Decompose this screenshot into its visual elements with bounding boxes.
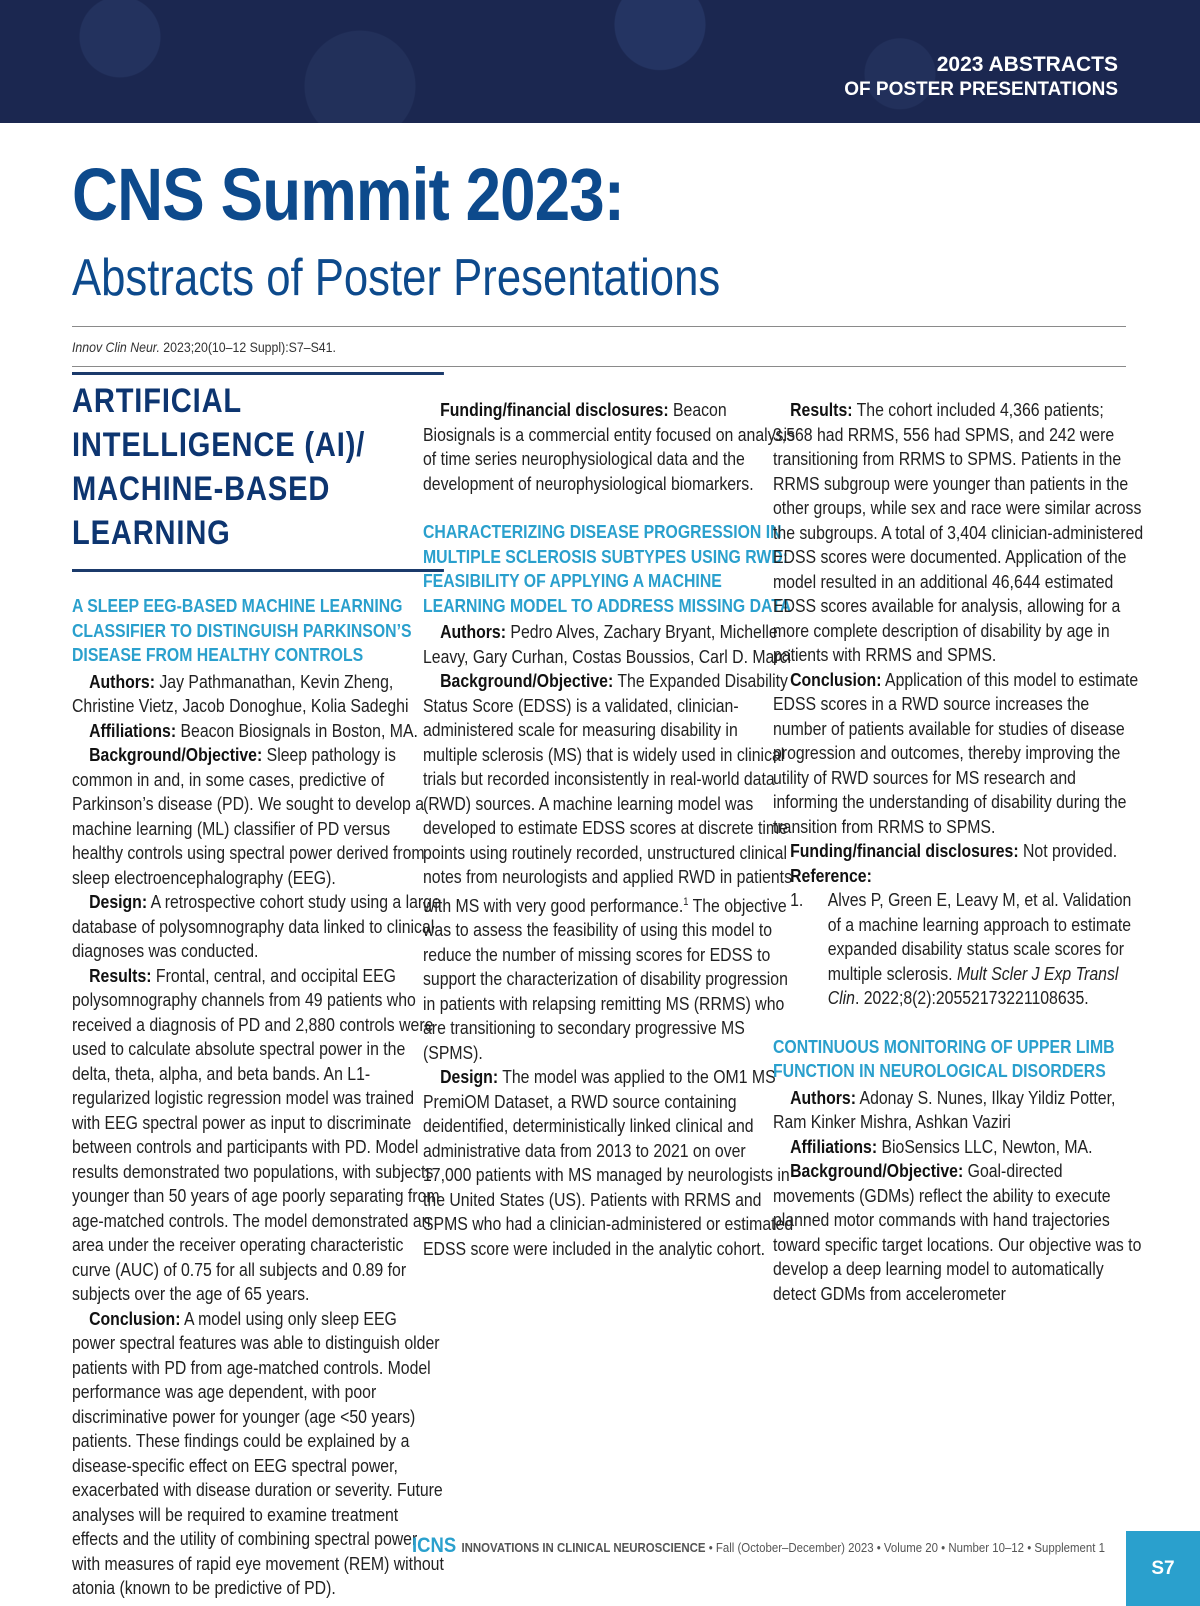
journal-name: INNOVATIONS IN CLINICAL NEUROSCIENCE: [461, 1540, 706, 1555]
section-heading: [72, 372, 444, 572]
banner-title: [844, 52, 1118, 102]
reference-item: 1. Alves P, Green E, Leavy M, et al. Validation of a machine learning approach to estimate expanded disability status scale scores for multiple sclerosis. Mult Scler J Exp Transl Clin. 2022;8(2):20552173221108635.: [790, 889, 1132, 1008]
top-divider: [72, 326, 1126, 327]
abstract-2-authors: Authors: Pedro Alves, Zachary Bryant, Michelle Leavy, Gary Curhan, Costas Boussios, Carl D. Marci: [423, 621, 792, 667]
abstract-3-title: CONTINUOUS MONITORING OF UPPER LIMB FUNCTION IN NEUROLOGICAL DISORDERS: [773, 1035, 1115, 1081]
footer-journal: [412, 1534, 1105, 1558]
abstract-2-background: Background/Objective: The Expanded Disability Status Score (EDSS) is a validated, clinician-administered scale for measuring disability in multiple sclerosis (MS) that is widely used in clinical trials but recorded inconsistently in real-world data (RWD) sources. A machine learning model was developed to estimate EDSS scores at discrete time points using routinely recorded, unstructured clinical notes from neurologists and applied RWD in patients with MS with very good performance.$^1$ The objective was to assess the feasibility of using this model to reduce the number of missing scores for EDSS to support the characterization of disability progression in patients with relapsing remitting MS (RRMS) who are transitioning to secondary progressive MS (SPMS).: [423, 670, 792, 1063]
column-3: [773, 398, 1145, 1306]
abstract-1-title: A SLEEP EEG-BASED MACHINE LEARNING CLASSIFIER TO DISTINGUISH PARKINSON’S DISEASE FROM HEALTHY CONTROLS: [72, 595, 412, 665]
abstract-2-title: CHARACTERIZING DISEASE PROGRESSION IN MULTIPLE SCLEROSIS SUBTYPES USING RWD: FEASIBILITY OF APPLYING A MACHINE LEARNING MODEL TO ADDRESS MISSING DATA: [423, 521, 792, 616]
citation-line: [72, 339, 336, 355]
abstract-3-background: Background/Objective: Goal-directed movements (GDMs) reflect the ability to execute planned motor commands with hand trajectories toward specific target locations. Our objective was to develop a deep learning model to automatically detect GDMs from accelerometer: [773, 1160, 1142, 1304]
citation-journal: Innov Clin Neur.: [72, 339, 160, 355]
abstract-1-design: Design: A retrospective cohort study using a large database of polysomnography data linked to clinical diagnoses was conducted.: [72, 891, 441, 961]
column-2: [423, 398, 795, 1261]
abstract-1-results: Results: Frontal, central, and occipital EEG polysomnography channels from 49 patients who received a diagnosis of PD and 2,880 controls were used to calculate absolute spectral power in the delta, theta, alpha, and beta bands. An L1-regularized logistic regression model was trained with EEG spectral power as input to discriminate between controls and participants with PD. Model results demonstrated two populations, with subjects younger than 50 years of age poorly separating from age-matched controls. The model demonstrated an area under the receiver operating characteristic curve (AUC) of 0.75 for all subjects and 0.89 for subjects over the age of 65 years.: [72, 964, 440, 1304]
abstract-1-authors: Authors: Jay Pathmanathan, Kevin Zheng, Christine Vietz, Jacob Donoghue, Kolia Sadeghi: [72, 670, 409, 716]
journal-issue: • Fall (October–December) 2023 • Volume 20 • Number 10–12 • Supplement 1: [705, 1540, 1105, 1555]
abstract-3-affiliations: Affiliations: BioSensics LLC, Newton, MA.: [790, 1135, 1093, 1157]
abstract-1-conclusion: Conclusion: A model using only sleep EEG power spectral features was able to distinguish older patients with PD from age-matched controls. Model performance was age dependent, with poor discriminative power for younger (age <50 years) patients. These findings could be explained by a disease-specific effect on EEG spectral power, exacerbated with disease duration or severity. Future analyses will be required to examine treatment effects and the utility of combining spectral power with measures of rapid eye movement (REM) without atonia (known to be predictive of PD).: [72, 1307, 444, 1598]
citation-details: 2023;20(10–12 Suppl):S7–S41.: [163, 339, 336, 355]
column-1: [72, 382, 444, 1601]
header-banner: [0, 0, 1200, 123]
abstract-2-reference-label: Reference:: [790, 864, 872, 886]
citation-divider: [72, 366, 1126, 367]
page-subtitle: Abstracts of Poster Presentations: [72, 249, 721, 307]
page-title: CNS Summit 2023:: [72, 153, 625, 236]
abstract-1-affiliations: Affiliations: Beacon Biosignals in Boston, MA.: [89, 719, 418, 741]
section-heading-text: ARTIFICIAL INTELLIGENCE (AI)/ MACHINE-BASED LEARNING: [72, 382, 366, 552]
abstract-2-funding: Funding/financial disclosures: Not provided.: [790, 840, 1118, 861]
abstract-3-authors: Authors: Adonay S. Nunes, Ilkay Yildiz Potter, Ram Kinker Mishra, Ashkan Vaziri: [773, 1086, 1116, 1132]
journal-logo: ICNS: [412, 1534, 457, 1557]
page-number: S7: [1126, 1531, 1200, 1606]
abstract-1-background: Background/Objective: Sleep pathology is common in and, in some cases, predictive of Parkinson’s disease (PD). We sought to develop a machine learning (ML) classifier of PD versus healthy controls using spectral power derived from sleep electroencephalography (EEG).: [72, 744, 425, 888]
abstract-2-design: Design: The model was applied to the OM1 MS PremiOM Dataset, a RWD source containing deidentified, deterministically linked clinical and administrative data from 2013 to 2021 on over 17,000 patients with MS managed by neurologists in the United States (US). Patients with RRMS and SPMS who had a clinician-administered or estimated EDSS score were included in the analytic cohort.: [423, 1066, 794, 1259]
abstract-1-funding: Funding/financial disclosures: Beacon Biosignals is a commercial entity focused on analysis of time series neurophysiological data and the development of neurophysiological biomarkers.: [423, 399, 795, 494]
banner-line-1: 2023 ABSTRACTS: [936, 53, 1118, 76]
abstract-2-results: Results: The cohort included 4,366 patients; 3,568 had RRMS, 556 had SPMS, and 242 were transitioning from RRMS to SPMS. Patients in the RRMS subgroup were younger than patients in the other groups, while sex and race were similar across the subgroups. A total of 3,404 clinician-administered EDSS scores were documented. Application of the model resulted in an additional 46,644 estimated EDSS scores available for analysis, allowing for a more complete description of disability by age in patients with RRMS and SPMS.: [773, 399, 1144, 665]
abstract-2-conclusion: Conclusion: Application of this model to estimate EDSS scores in a RWD source increases the number of patients available for studies of disease progression and outcomes, thereby improving the utility of RWD sources for MS research and informing the understanding of disability during the transition from RRMS to SPMS.: [773, 668, 1139, 837]
banner-line-2: OF POSTER PRESENTATIONS: [844, 79, 1118, 100]
